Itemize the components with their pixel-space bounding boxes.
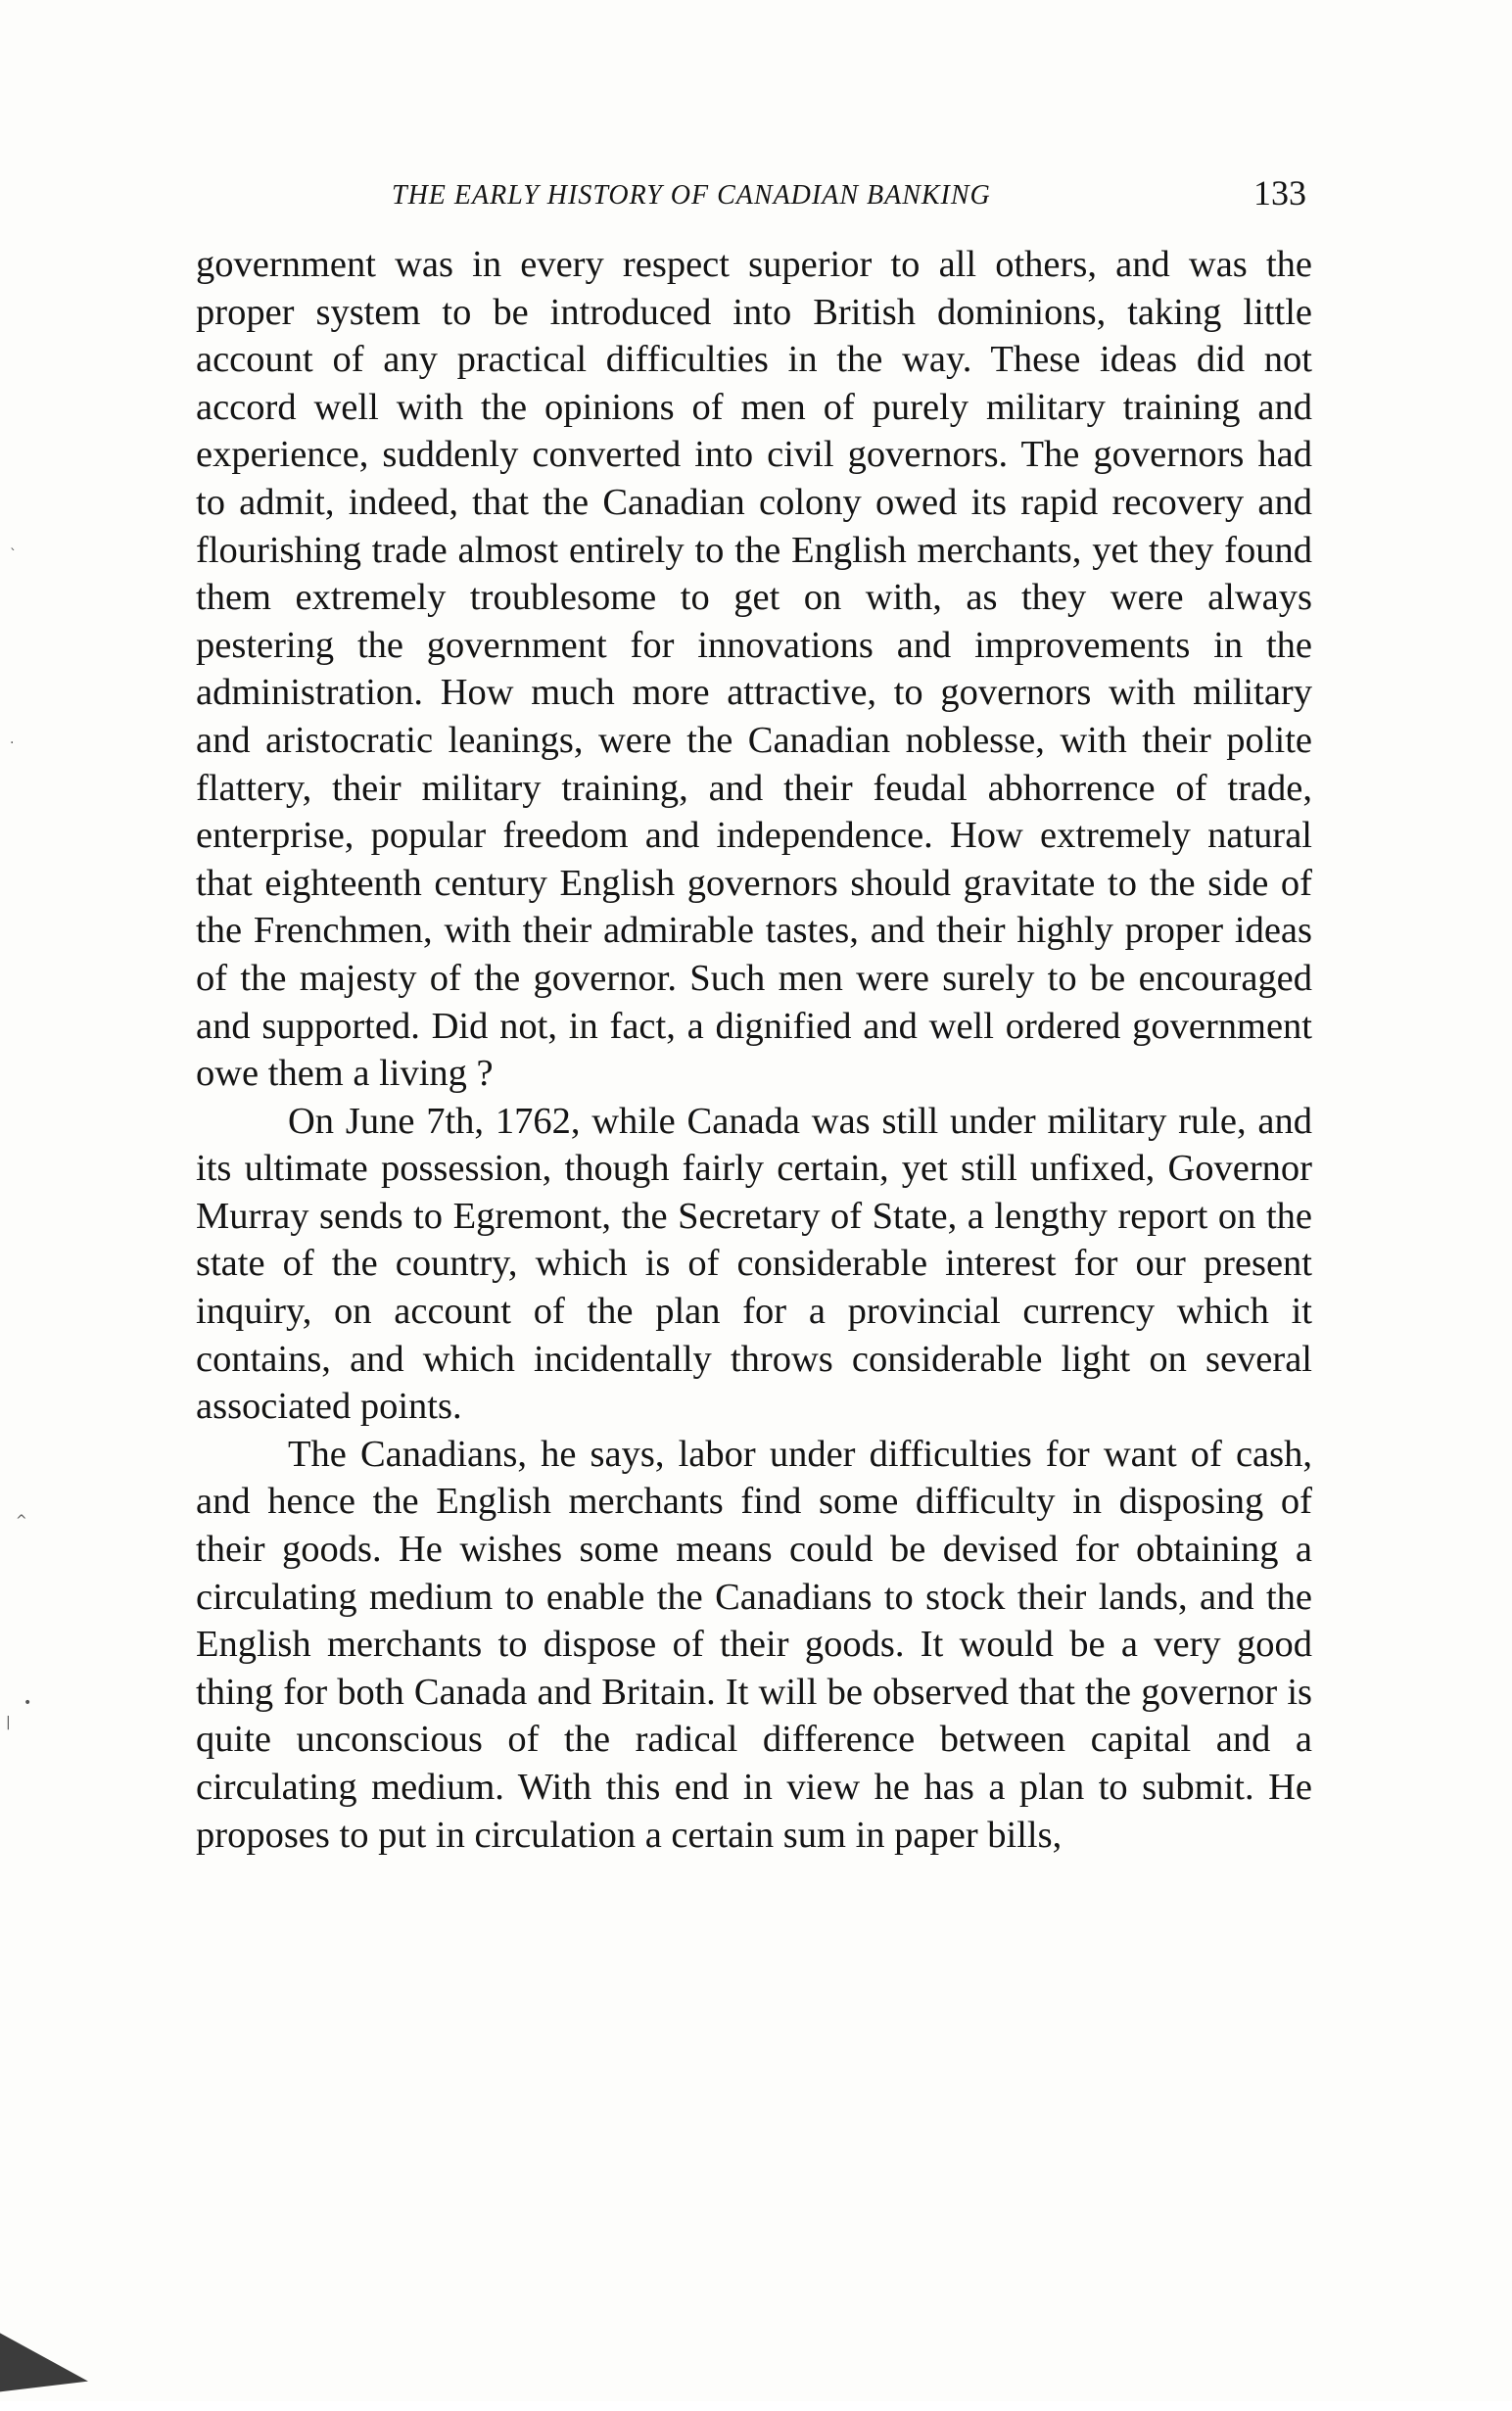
running-head (196, 172, 1312, 221)
margin-speck: · (10, 735, 15, 751)
margin-speck: ` (10, 547, 17, 563)
margin-speck: | (6, 1715, 11, 1730)
paragraph-3: The Canadians, he says, labor under difficulties for want of cash, and hence the English merchants find some difficulty in disposing of their goods. He wishes some means could be devised for obtaining a circulating medium to enable the Canadians to stock their lands, and the English merchants to dispose of their goods. It would be a very good thing for both Canada and Britain. It will be observed that the governor is quite unconscious of the radical difference between capital and a circulating medium. With this end in view he has a plan to submit. He proposes to put in circulation a certain sum in paper bills, (196, 1433, 1312, 1856)
page-number: 133 (1253, 173, 1306, 213)
scan-corner-shadow (0, 2333, 88, 2410)
paragraph-2: On June 7th, 1762, while Canada was still under military rule, and its ultimate possession, though fairly certain, yet still unfixed, Governor Murray sends to Egremont, the Secretary of State, a lengthy report on the state of the country, which is of considerable interest for our present inquiry, on account of the plan for a provincial currency which it contains, and which incidentally throws considerable light on several associated points. (196, 1100, 1312, 1428)
body-text (196, 241, 1312, 1859)
margin-speck: ^ (16, 1513, 27, 1529)
paragraph-1: government was in every respect superior to all others, and was the proper system to be introduced into British dominions, taking little account of any practical difficulties in the way. These ideas did not accord well with the opinions of men of purely military training and experience, suddenly converted into civil governors. The governors had to admit, indeed, that the Canadian colony owed its rapid recovery and flourishing trade almost entirely to the English merchants, yet they found them extremely troublesome to get on with, as they were always pestering the government for innovations and improvements in the administration. How much more attractive, to governors with military and aristocratic leanings, were the Canadian noblesse, with their polite flattery, their military training, and their feudal abhorrence of trade, enterprise, popular freedom and independence. How extremely natural that eighteenth century English governors should gravitate to the side of the Frenchmen, with their admirable tastes, and their highly proper ideas of the majesty of the governor. Such men were surely to be encouraged and supported. Did not, in fact, a dignified and well ordered government owe them a living ? (196, 244, 1312, 1095)
margin-speck: • (24, 1695, 32, 1711)
running-title: THE EARLY HISTORY OF CANADIAN BANKING (392, 180, 991, 211)
